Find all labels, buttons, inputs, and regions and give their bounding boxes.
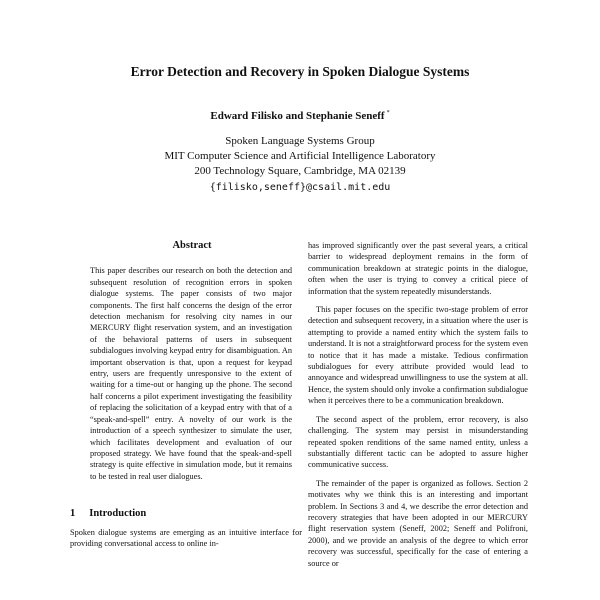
left-column: [70, 240, 302, 549]
right-column: [308, 240, 528, 576]
affiliation-line: 200 Technology Square, Cambridge, MA 02139: [194, 165, 406, 178]
body-paragraph: This paper focuses on the specific two-stage problem of error detection and subsequent recovery, in a situation where the user is attempting to provide a named entity which the system fails to understand. It is not a straightforward process for the system even to notice that it has made a mistake. Tedious confirmation subdialogues for every attribute provided would lead to annoyance and widespread unwillingness to use the system at all. Hence, the system should only invoke a confirmation subdialogue when it perceives there to be a communication breakdown.: [308, 305, 528, 406]
section-title: Introduction: [89, 508, 147, 520]
author-email: {filisko,seneff}@csail.mit.edu: [209, 181, 391, 193]
paper-authors: [0, 110, 600, 122]
abstract-heading: Abstract: [172, 240, 212, 251]
section-heading-introduction: [70, 508, 302, 519]
body-paragraph: has improved significantly over the past several years, a critical barrier to widespread deployment remains in the form of communication breakdown at strategic points in the dialogue, often when the user is trying to convey a critical piece of information that the system repeatedly misunderstands.: [308, 241, 528, 296]
introduction-text: Spoken dialogue systems are emerging as an intuitive interface for providing conversational access to online in-: [70, 527, 302, 548]
body-paragraph: The second aspect of the problem, error recovery, is also challenging. The system may persist in misunderstanding repeated spoken renditions of the same named entity, unless a substantially different tactic can be adopted to assure higher communicative success.: [308, 414, 528, 470]
affiliation-line: Spoken Language Systems Group: [225, 135, 375, 147]
section-number: 1: [70, 508, 76, 520]
abstract-text: This paper describes our research on both the detection and subsequent resolution of recognition errors in spoken dialogue systems. The paper consists of two major components. The first half concerns the design of the error detection mechanism for resolving city names in our MERCURY flight reservation system, and an investigation of the behavioral patterns of users in subsequent subdialogues involving keypad entry for disambiguation. An important observation is that, upon a request for keypad entry, users are frequently unresponsive to the extent of waiting for a time-out or hanging up the phone. The second half concerns a pilot experiment investigating the feasibility of replacing the solicitation of a keypad entry with that of a “speak-and-spell” entry. A novelty of our work is the introduction of a speech synthesizer to simulate the user, which facilitates development and evaluation of our proposed strategy. We have found that the speak-and-spell strategy is quite effective in simulation mode, but it remains to be tested in real user dialogues.: [90, 266, 292, 481]
affiliation-line: MIT Computer Science and Artificial Intelligence Laboratory: [164, 150, 436, 163]
body-paragraph: The remainder of the paper is organized as follows. Section 2 motivates why we think this is an interesting and important problem. In Sections 3 and 4, we describe the error detection and recovery strategies that have been adopted in our MERCURY flight reservation system (Seneff, 2002; Seneff and Polifroni, 2000), and we provide an analysis of the degree to which error recovery was successful, specifically for the case of entering a source or: [308, 478, 528, 568]
author-footnote-mark: *: [386, 110, 390, 116]
author-names: Edward Filisko and Stephanie Seneff: [210, 110, 385, 122]
paper-title: Error Detection and Recovery in Spoken Dialogue Systems: [130, 64, 470, 79]
affiliation-block: [0, 134, 600, 195]
